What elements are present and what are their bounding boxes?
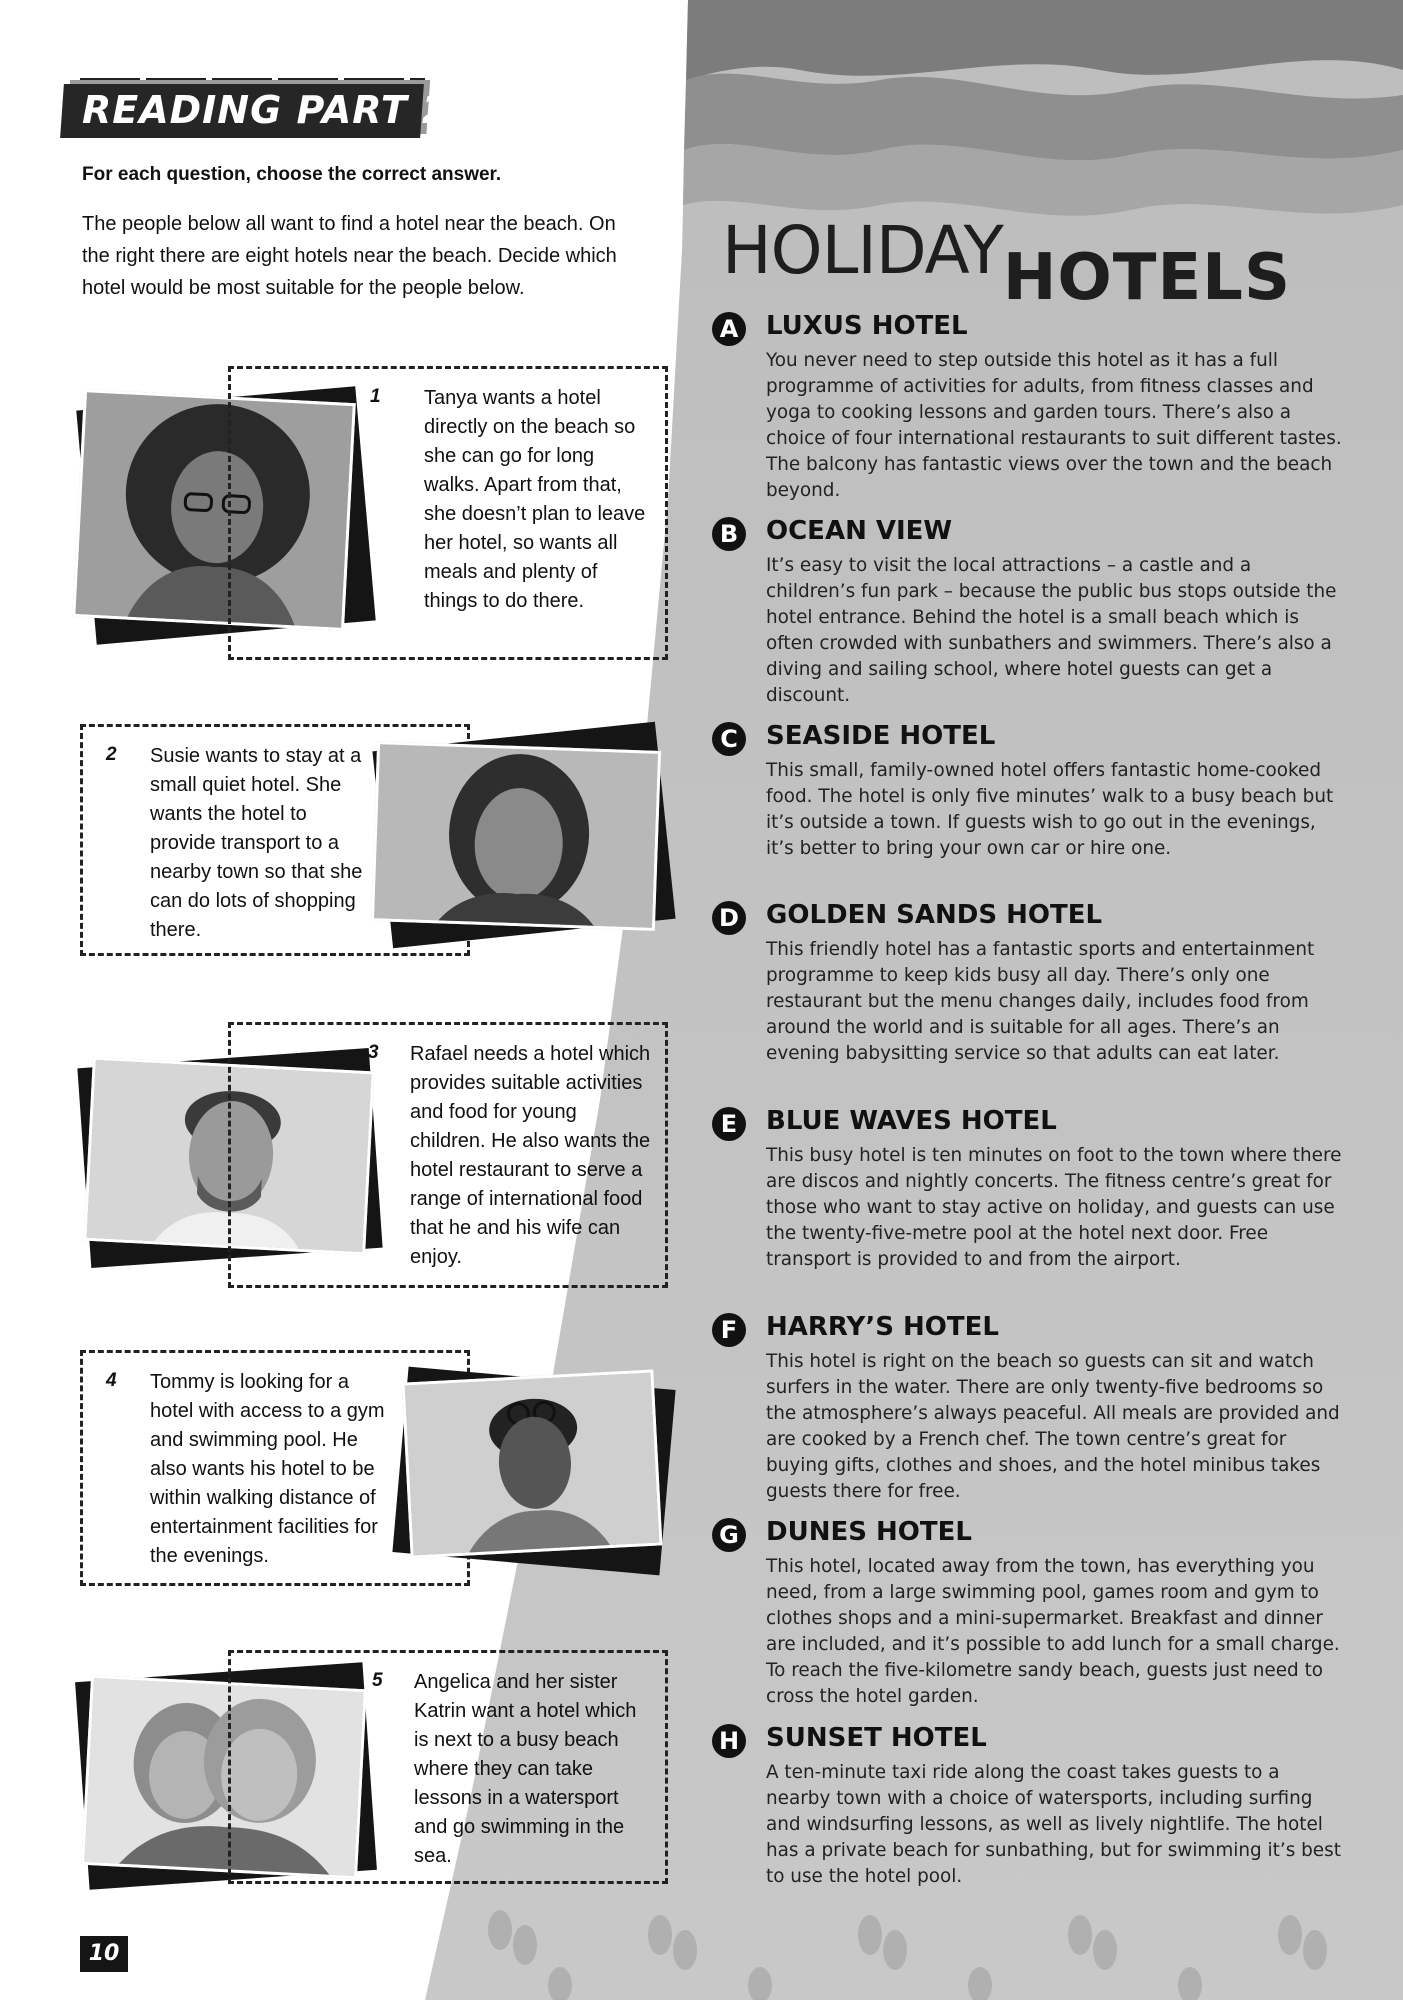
page-number: 10 xyxy=(80,1936,128,1972)
hotel-description: This busy hotel is ten minutes on foot to the town where there are discos and nightly concerts. The fitness centre’s great for those who want to stay active on holiday, and guests can use the twenty-five-metre pool at the hotel next door. Free transport is provided to and from the airport. xyxy=(766,1145,1342,1270)
question-3-number: 3 xyxy=(368,1042,379,1063)
hotel-name: OCEAN VIEW xyxy=(766,516,953,546)
hotels-heading-word-1: HOLIDAY xyxy=(722,212,1003,289)
hotel-letter-badge: D xyxy=(712,901,746,935)
hotel-name: SUNSET HOTEL xyxy=(766,1723,987,1753)
hotel-letter-badge: G xyxy=(712,1518,746,1552)
hotel-description: You never need to step outside this hotel as it has a full programme of activities for adults, from fitness classes and yoga to cooking lessons and garden tours. There’s also a choice of four international restaurants to suit different tastes. The balcony has fantastic views over the town and the beach beyond. xyxy=(766,350,1342,501)
task-instruction: For each question, choose the correct answer. xyxy=(82,164,502,185)
question-4-text: Tommy is looking for a hotel with access to a gym and swimming pool. He also wants his hotel to be within walking distance of entertainment facilities for the evenings. xyxy=(150,1371,385,1567)
hotel-name: LUXUS HOTEL xyxy=(766,311,968,341)
hotels-heading xyxy=(722,212,1292,315)
question-1-number: 1 xyxy=(370,386,381,407)
woman-dark-hair-photo xyxy=(371,741,661,931)
hotel-name: BLUE WAVES HOTEL xyxy=(766,1106,1057,1136)
question-1-text: Tanya wants a hotel directly on the beach so she can go for long walks. Apart from that, she doesn’t plan to leave her hotel, so wants all meals and plenty of things to do there. xyxy=(424,387,646,612)
hotel-letter-badge: B xyxy=(712,517,746,551)
hotel-description: This small, family-owned hotel offers fantastic home-cooked food. The hotel is only five minutes’ walk to a busy beach but it’s outside a town. If guests wish to go out in the evenings, it’s better to bring your own car or hire one. xyxy=(766,760,1334,859)
question-5-number: 5 xyxy=(372,1670,383,1691)
hotel-letter-badge: F xyxy=(712,1313,746,1347)
question-5-text: Angelica and her sister Katrin want a hotel which is next to a busy beach where they can take lessons in a watersport and go swimming in the sea. xyxy=(414,1671,637,1867)
hotel-name: HARRY’S HOTEL xyxy=(766,1312,999,1342)
hotel-description: This friendly hotel has a fantastic sports and entertainment programme to keep kids busy all day. There’s only one restaurant but the menu changes daily, includes food from around the world and is suitable for all ages. There’s an evening babysitting service so that adults can eat later. xyxy=(766,939,1315,1064)
question-2-text: Susie wants to stay at a small quiet hotel. She wants the hotel to provide transport to a nearby town so that she can do lots of shopping there. xyxy=(150,745,363,941)
section-title: READING PART 2 xyxy=(82,88,450,132)
question-4-photo xyxy=(396,1374,672,1564)
question-4-number: 4 xyxy=(106,1370,117,1391)
question-3-text: Rafael needs a hotel which provides suitable activities and food for young children. He also wants the hotel restaurant to serve a range of international food that he and his wife can enjoy. xyxy=(410,1043,651,1268)
hotel-name: SEASIDE HOTEL xyxy=(766,721,996,751)
hotel-letter-badge: C xyxy=(712,722,746,756)
hotel-letter-badge: H xyxy=(712,1724,746,1758)
hotel-description: This hotel, located away from the town, has everything you need, from a large swimming pool, games room and gym to clothes shops and a mini-supermarket. Breakfast and dinner are included, and it’s possible to add lunch for a small charge. To reach the five-kilometre sandy beach, guests just need to cross the hotel garden. xyxy=(766,1556,1340,1707)
hotel-letter-badge: A xyxy=(712,312,746,346)
hotels-heading-word-2: HOTELS xyxy=(1002,241,1292,315)
hotel-description: It’s easy to visit the local attractions – a castle and a children’s fun park – because the public bus stops outside the hotel entrance. Behind the hotel is a small beach which is often crowded with sunbathers and swimmers. There’s also a diving and sailing school, where hotel guests can get a discount. xyxy=(766,555,1337,706)
question-2-number: 2 xyxy=(106,744,117,765)
task-intro: The people below all want to find a hotel near the beach. On the right there are eight hotels near the beach. Decide which hotel would be most suitable for the people below. xyxy=(82,213,617,299)
hotel-name: GOLDEN SANDS HOTEL xyxy=(766,900,1103,930)
hotel-description: A ten-minute taxi ride along the coast takes guests to a nearby town with a choice of watersports, including surfing and windsurfing lessons, as well as lively nightlife. The hotel has a private beach for sunbathing, but for swimming it’s best to use the hotel pool. xyxy=(766,1762,1341,1887)
question-2-photo xyxy=(372,732,668,932)
young-man-goggles-photo xyxy=(402,1370,663,1559)
hotel-description: This hotel is right on the beach so guests can sit and watch surfers in the water. There are only twenty-five bedrooms so the atmosphere’s always peaceful. All meals are provided and are cooked by a French chef. The town centre’s great for buying gifts, clothes and shoes, and the hotel minibus takes guests there for free. xyxy=(766,1351,1340,1502)
section-banner xyxy=(62,78,450,140)
hotel-name: DUNES HOTEL xyxy=(766,1517,972,1547)
hotel-letter-badge: E xyxy=(712,1107,746,1141)
